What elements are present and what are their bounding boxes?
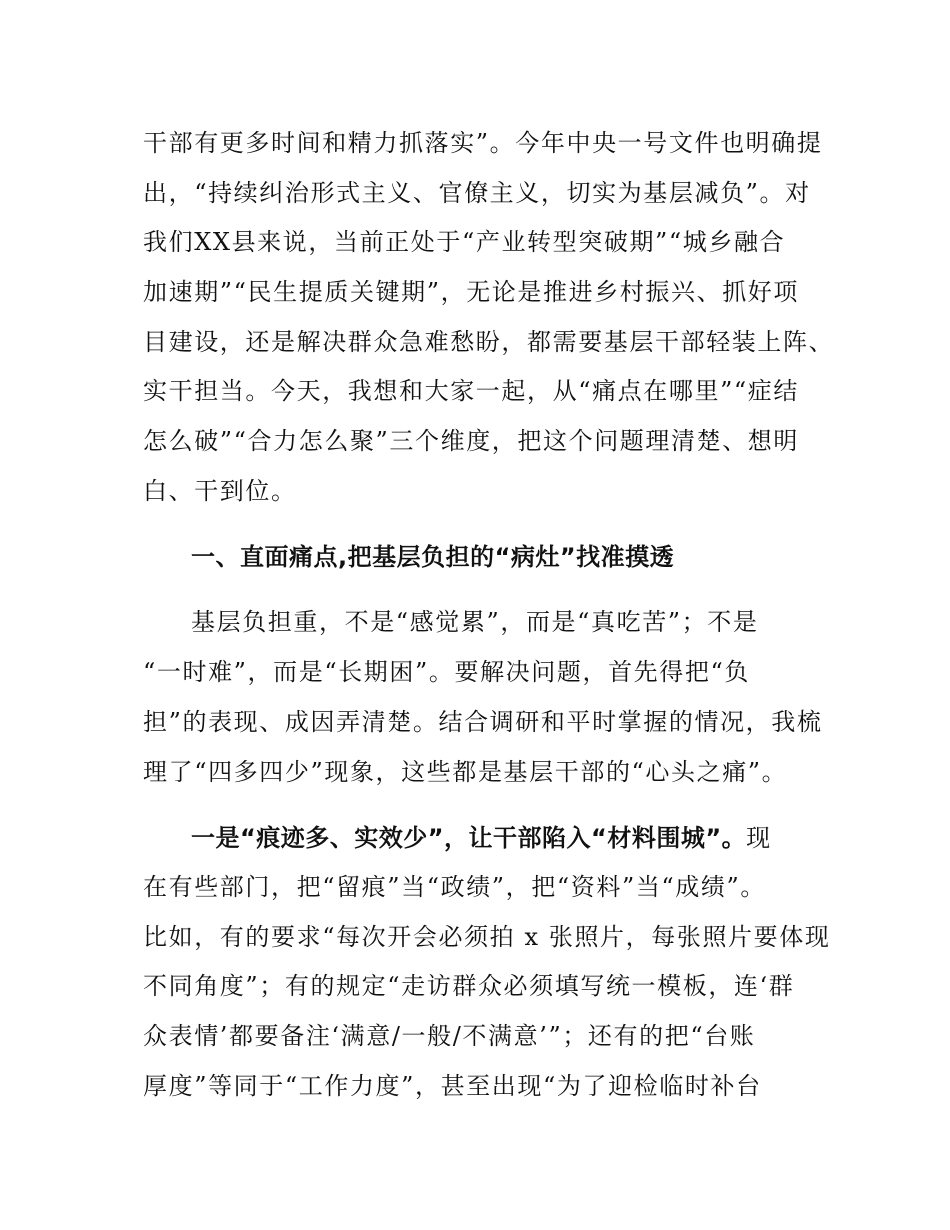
paragraph-line: 理了“四多四少”现象，这些都是基层干部的“心头之痛”。	[143, 758, 788, 786]
paragraph-line: 在有些部门，把“留痕”当“政绩”，把“资料”当“成绩”。	[143, 873, 766, 901]
paragraph-line: 众表情’都要备注‘满意/一般/不满意’”；还有的把“台账	[143, 1022, 756, 1050]
paragraph-lead-tail: 现	[746, 824, 772, 852]
paragraph-line: 基层负担重，不是“感觉累”，而是“真吃苦”；不是	[191, 608, 759, 636]
paragraph-line: 干部有更多时间和精力抓落实”。今年中央一号文件也明确提	[143, 129, 823, 157]
paragraph-line: “一时难”，而是“长期困”。要解决问题，首先得把“负	[143, 658, 750, 686]
paragraph-lead-line	[191, 822, 772, 854]
paragraph-bold-lead: 一是“痕迹多、实效少”，让干部陷入“材料围城”。	[191, 824, 747, 852]
section-heading: 一、直面痛点,把基层负担的“病灶”找准摸透	[191, 543, 675, 571]
paragraph-line: 目建设，还是解决群众急难愁盼，都需要基层干部轻装上阵、	[143, 328, 835, 356]
paragraph-line: 加速期”“民生提质关键期”，无论是推进乡村振兴、抓好项	[143, 278, 800, 306]
paragraph-line: 实干担当。今天，我想和大家一起，从“痛点在哪里”“症结	[143, 377, 800, 405]
paragraph-line: 担”的表现、成因弄清楚。结合调研和平时掌握的情况，我梳	[143, 708, 823, 736]
paragraph-line: 不同角度”；有的规定“走访群众必须填写统一模板，连‘群	[143, 972, 795, 1000]
paragraph-line: 厚度”等同于“工作力度”，甚至出现“为了迎检临时补台	[143, 1072, 762, 1100]
paragraph-line: 怎么破”“合力怎么聚”三个维度，把这个问题理清楚、想明	[143, 427, 800, 455]
paragraph-line: 白、干到位。	[143, 477, 297, 505]
paragraph-line: 比如，有的要求“每次开会必须拍 x 张照片，每张照片要体现	[143, 923, 831, 951]
paragraph-line: 我们XX县来说，当前正处于“产业转型突破期”“城乡融合	[143, 228, 786, 256]
paragraph-line: 出，“持续纠治形式主义、官僚主义，切实为基层减负”。对	[143, 179, 811, 207]
